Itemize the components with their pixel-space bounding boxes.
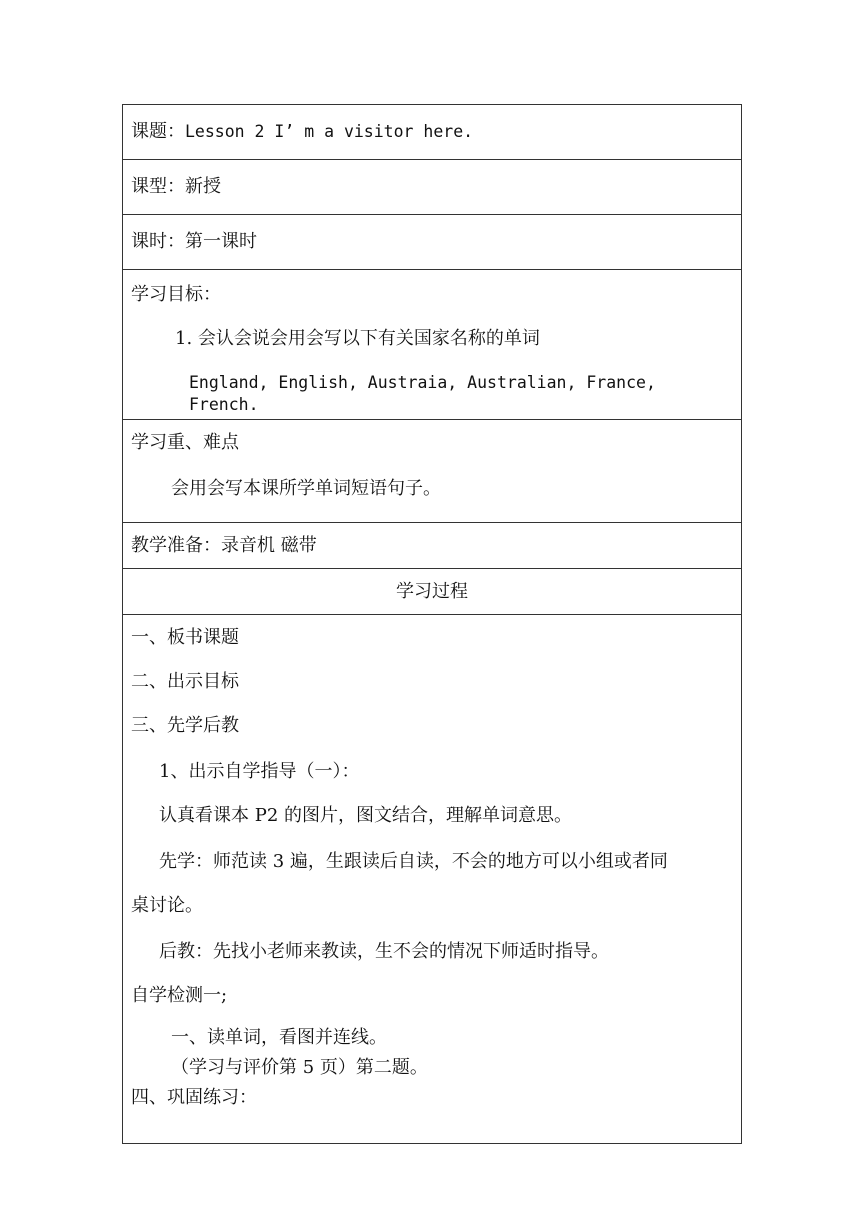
goals-cell	[123, 270, 742, 420]
self-check-item: 一、读单词，看图并连线。	[171, 1027, 387, 1048]
process-step-3: 三、先学后教	[131, 715, 239, 736]
period-row	[123, 215, 742, 270]
lesson-plan-table	[122, 104, 742, 1144]
prep-row	[123, 523, 742, 569]
process-step-4: 四、巩固练习：	[131, 1087, 257, 1108]
guide-text: 认真看课本 P2 的图片，图文结合，理解单词意思。	[159, 805, 573, 826]
process-row	[123, 615, 742, 1144]
goals-heading: 学习目标：	[131, 284, 221, 305]
first-learn-line-2: 桌讨论。	[131, 895, 203, 916]
type-row	[123, 160, 742, 215]
title-label: 课题：	[131, 121, 185, 142]
goals-row	[123, 270, 742, 420]
key-points-row	[123, 420, 742, 523]
lesson-period: 课时：第一课时	[123, 215, 742, 270]
lesson-title: Lesson 2 I’ m a visitor here.	[185, 122, 474, 141]
self-check-reference: （学习与评价第 5 页）第二题。	[171, 1057, 428, 1078]
process-heading-row	[123, 569, 742, 615]
after-teach: 后教：先找小老师来教读，生不会的情况下师适时指导。	[159, 941, 609, 962]
title-cell	[123, 105, 742, 160]
process-step-2: 二、出示目标	[131, 671, 239, 692]
first-learn-line-1: 先学：师范读 3 遍，生跟读后自读，不会的地方可以小组或者同	[159, 851, 668, 872]
key-points-cell	[123, 420, 742, 523]
lesson-type: 课型：新授	[123, 160, 742, 215]
goals-words: England, English, Austraia, Australian, France, French.	[189, 373, 656, 414]
lesson-plan-page	[122, 104, 742, 1144]
process-cell	[123, 615, 742, 1144]
title-row	[123, 105, 742, 160]
key-points-content: 会用会写本课所学单词短语句子。	[171, 478, 441, 499]
self-check-heading: 自学检测一;	[131, 985, 228, 1006]
process-step-1: 一、板书课题	[131, 627, 239, 648]
process-heading: 学习过程	[123, 569, 742, 615]
guide-1: 1、出示自学指导（一）：	[159, 761, 360, 782]
teaching-prep: 教学准备：录音机 磁带	[123, 523, 742, 569]
goals-item-1: 1. 会认会说会用会写以下有关国家名称的单词	[175, 328, 540, 349]
key-points-heading: 学习重、难点	[131, 432, 239, 453]
